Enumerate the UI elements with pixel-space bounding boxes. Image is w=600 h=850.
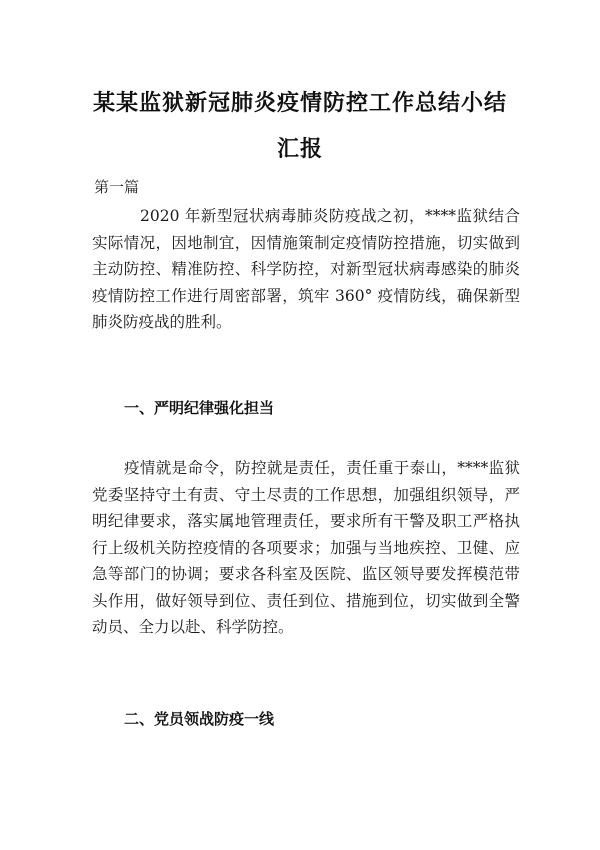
body-paragraph-1: 疫情就是命令，防控就是责任，责任重于泰山，****监狱党委坚持守土有责、守土尽责的工作思想，加强组织领导，严明纪律要求，落实属地管理责任，要求所有干警及职工严格执行上级机关防控疫情的各项要求；加强与当地疾控、卫健、应急等部门的协调；要求各科室及医院、监区领导要发挥模范带头作用，做好领导到位、责任到位、措施到位，切实做到全警动员、全力以赴、科学防控。 [92, 459, 520, 636]
intro-paragraph: 2020 年新型冠状病毒肺炎防疫战之初，****监狱结合实际情况，因地制宜，因情施策制定疫情防控措施，切实做到主动防控、精准防控、科学防控，对新型冠状病毒感染的肺炎疫情防控工作进行周密部署，筑牢 360° 疫情防线，确保新型肺炎防疫战的胜利。 [92, 207, 520, 331]
section-label: 第一篇 [94, 178, 140, 196]
section-heading-2: 二、党员领战防疫一线 [124, 710, 275, 728]
document-title-line-2: 汇报 [276, 137, 323, 162]
section-heading-1: 一、严明纪律强化担当 [124, 399, 275, 417]
document-title-line-1: 某某监狱新冠肺炎疫情防控工作总结小结 [92, 91, 507, 116]
